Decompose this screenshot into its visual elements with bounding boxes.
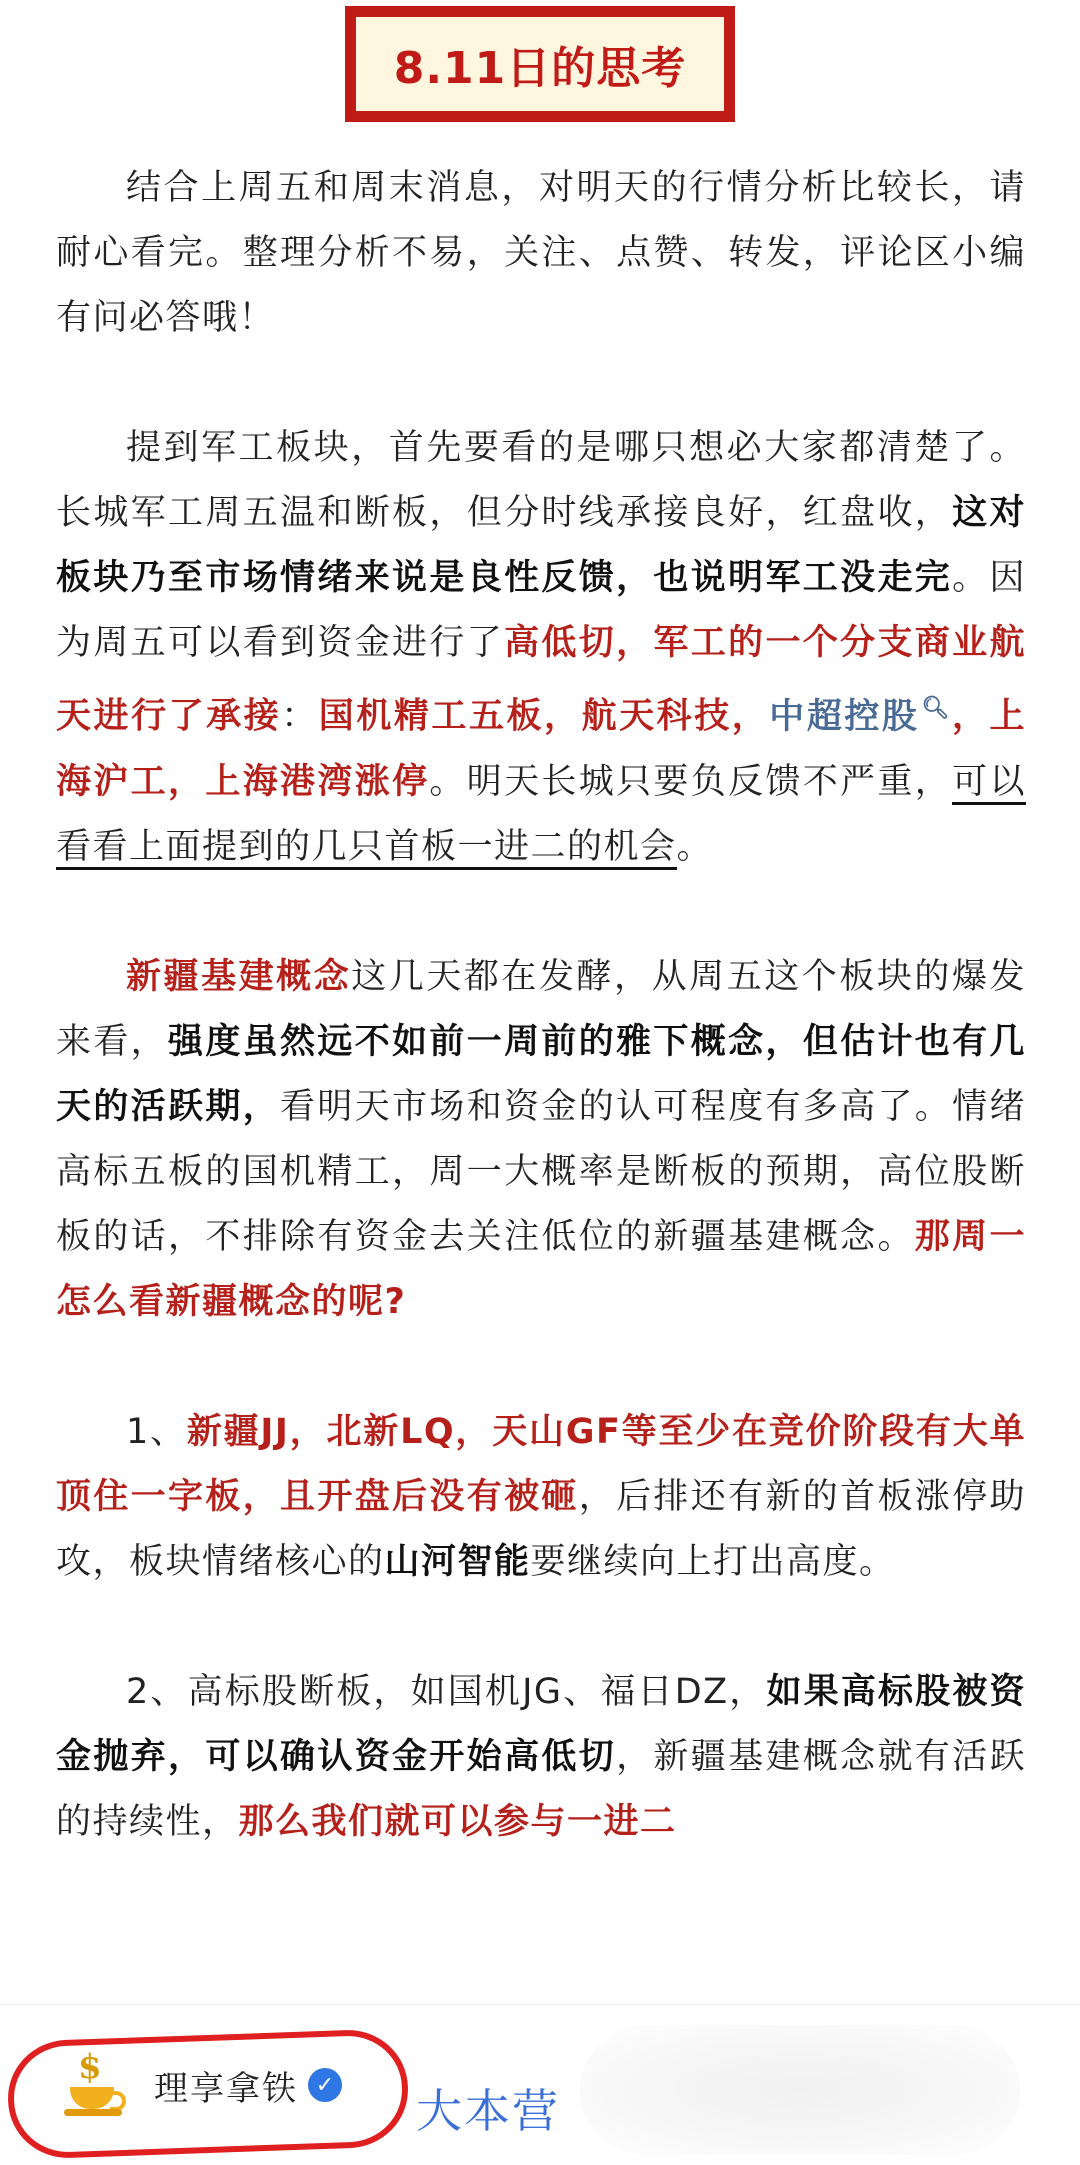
paragraph-xinjiang [56, 945, 1026, 1335]
text: 2、高标股断板，如国机JG、福日DZ， [126, 1671, 767, 1712]
text: 看明天市场和资金的认可程度有多高了。情绪高标五板的国机精工，周一大概率是断板的预期，高位股断板的话，不排除有资金去关注低位的新疆基建概念。 [56, 1086, 1026, 1257]
paragraph-military [56, 416, 1026, 880]
paragraph-point-1 [56, 1400, 1026, 1595]
text: 。明天长城只要负反馈不严重， [429, 761, 953, 802]
search-icon: 🔍︎ [921, 696, 952, 721]
text: 1、 [126, 1411, 187, 1452]
text: ，新疆基建概念就有活跃的持续性， [56, 1736, 1026, 1842]
scroll-fade [0, 1930, 1080, 2004]
stock-link-label: 中超控股 [769, 696, 920, 737]
text: ： [281, 696, 319, 737]
bottom-bar [0, 2004, 1080, 2165]
text: 。因为周五可以看到资金进行了 [56, 558, 1026, 663]
highlight-text: ，上海沪工，上海港湾涨停 [56, 696, 1026, 802]
stock-link[interactable] [769, 697, 952, 737]
article-body [56, 156, 1026, 1920]
title-frame [345, 6, 735, 122]
highlight-text: 国机精工五板，航天科技， [318, 696, 770, 737]
red-circle-annotation [6, 2028, 410, 2160]
author-name: 理享拿铁 [154, 2068, 298, 2109]
highlight-text: 那么我们就可以参与一进二 [238, 1801, 677, 1842]
text: ，后排还有新的首板涨停助攻，板块情绪核心的 [56, 1476, 1026, 1582]
text: 提到军工板块，首先要看的是哪只想必大家都清楚了。长城军工周五温和断板，但分时线承接良好，红盘收， [56, 428, 1026, 533]
blurred-region [580, 2025, 1020, 2155]
paragraph-intro: 结合上周五和周末消息，对明天的行情分析比较长，请耐心看完。整理分析不易，关注、点赞、转发，评论区小编有问必答哦！ [56, 168, 1026, 338]
text: 这几天都在发酵，从周五这个板块的爆发来看， [56, 956, 1026, 1062]
bold-text: 这对板块乃至市场情绪来说是良性反馈，也说明军工没走完 [56, 493, 1026, 598]
highlight-text: 那周一怎么看新疆概念的呢? [56, 1216, 1026, 1322]
text: 。 [676, 826, 714, 867]
verified-badge-icon: ✓ [308, 2068, 342, 2102]
text: 要继续向上打出高度。 [530, 1541, 896, 1582]
title-banner [0, 6, 1080, 122]
paragraph-point-2 [56, 1660, 1026, 1855]
bold-text: 如果高标股被资金抛弃，可以确认资金开始高低切 [56, 1671, 1026, 1777]
highlight-text: 高低切，军工的一个分支商业航天进行了承接 [56, 623, 1026, 737]
underlined-text: 可以看看上面提到的几只首板一进二的机会 [56, 762, 1026, 870]
bold-text: 山河智能 [384, 1541, 531, 1582]
highlight-text: 新疆基建概念 [126, 956, 352, 997]
camp-label[interactable]: 大本营 [416, 2084, 560, 2138]
dollar-icon: $ [78, 2047, 102, 2087]
bold-text: 强度虽然远不如前一周前的雅下概念，但估计也有几天的活跃期， [56, 1021, 1026, 1127]
highlight-text: 新疆JJ，北新LQ，天山GF等至少在竞价阶段有大单顶住一字板，且开盘后没有被砸 [56, 1411, 1026, 1517]
page-title: 8.11日的思考 [353, 14, 727, 114]
